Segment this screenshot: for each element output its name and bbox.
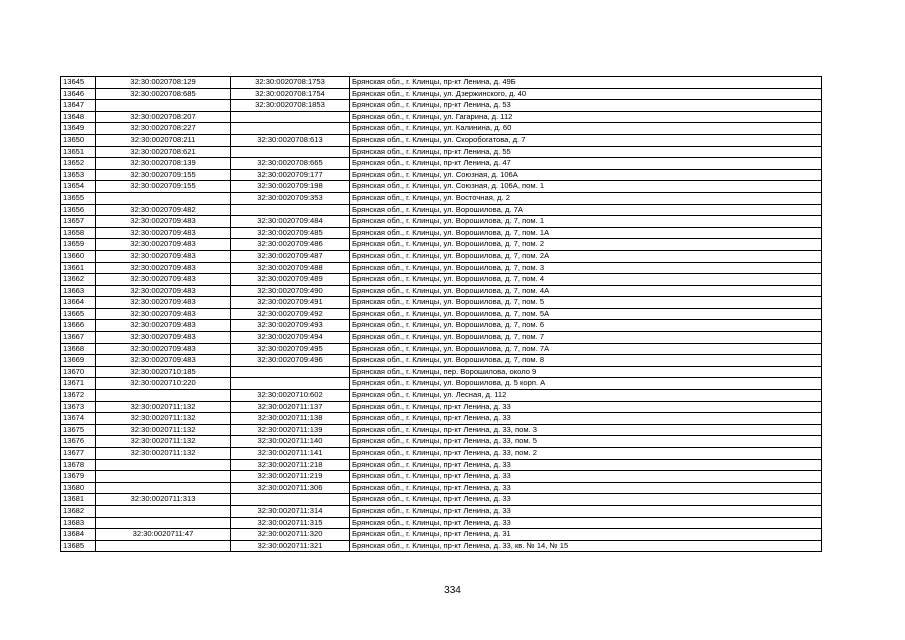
address-cell: Брянская обл., г. Клинцы, ул. Союзная, д. 106А [350, 169, 822, 181]
table-row [61, 436, 822, 448]
table-row [61, 540, 822, 552]
address-cell: Брянская обл., г. Клинцы, пр-кт Ленина, д. 47 [350, 158, 822, 170]
table-row [61, 158, 822, 170]
parcel-cadastral-number-cell: 32:30:0020709:483 [96, 216, 231, 228]
parcel-cadastral-number-cell: 32:30:0020710:185 [96, 366, 231, 378]
page-number: 334 [444, 585, 461, 596]
record-number-cell: 13653 [61, 169, 96, 181]
record-number-cell: 13647 [61, 100, 96, 112]
object-cadastral-number-cell: 32:30:0020711:321 [231, 540, 350, 552]
record-number-cell: 13685 [61, 540, 96, 552]
object-cadastral-number-cell: 32:30:0020710:602 [231, 390, 350, 402]
address-cell: Брянская обл., г. Клинцы, ул. Ворошилова, д. 7, пом. 5А [350, 308, 822, 320]
address-cell: Брянская обл., г. Клинцы, пр-кт Ленина, д. 33 [350, 413, 822, 425]
parcel-cadastral-number-cell: 32:30:0020708:685 [96, 88, 231, 100]
record-number-cell: 13659 [61, 239, 96, 251]
object-cadastral-number-cell: 32:30:0020708:1853 [231, 100, 350, 112]
table-row [61, 216, 822, 228]
table-row [61, 123, 822, 135]
address-cell: Брянская обл., г. Клинцы, ул. Лесная, д. 112 [350, 390, 822, 402]
parcel-cadastral-number-cell: 32:30:0020708:227 [96, 123, 231, 135]
table-row [61, 250, 822, 262]
address-cell: Брянская обл., г. Клинцы, пр-кт Ленина, д. 33 [350, 494, 822, 506]
parcel-cadastral-number-cell: 32:30:0020708:129 [96, 77, 231, 89]
object-cadastral-number-cell: 32:30:0020709:489 [231, 274, 350, 286]
table-row [61, 100, 822, 112]
object-cadastral-number-cell: 32:30:0020709:484 [231, 216, 350, 228]
object-cadastral-number-cell: 32:30:0020711:219 [231, 471, 350, 483]
record-number-cell: 13684 [61, 529, 96, 541]
address-cell: Брянская обл., г. Клинцы, ул. Ворошилова, д. 5 корп. А [350, 378, 822, 390]
address-cell: Брянская обл., г. Клинцы, пр-кт Ленина, д. 33 [350, 471, 822, 483]
address-cell: Брянская обл., г. Клинцы, пр-кт Ленина, д. 33 [350, 401, 822, 413]
object-cadastral-number-cell: 32:30:0020709:492 [231, 308, 350, 320]
record-number-cell: 13682 [61, 505, 96, 517]
object-cadastral-number-cell: 32:30:0020711:139 [231, 424, 350, 436]
address-cell: Брянская обл., г. Клинцы, пр-кт Ленина, д. 53 [350, 100, 822, 112]
record-number-cell: 13667 [61, 332, 96, 344]
table-row [61, 471, 822, 483]
record-number-cell: 13669 [61, 355, 96, 367]
parcel-cadastral-number-cell: 32:30:0020708:621 [96, 146, 231, 158]
table-row [61, 274, 822, 286]
table-row [61, 88, 822, 100]
record-number-cell: 13664 [61, 297, 96, 309]
parcel-cadastral-number-cell: 32:30:0020708:139 [96, 158, 231, 170]
record-number-cell: 13651 [61, 146, 96, 158]
address-cell: Брянская обл., г. Клинцы, ул. Ворошилова, д. 7, пом. 4А [350, 285, 822, 297]
address-cell: Брянская обл., г. Клинцы, ул. Ворошилова, д. 7, пом. 1А [350, 227, 822, 239]
record-number-cell: 13672 [61, 390, 96, 402]
object-cadastral-number-cell: 32:30:0020709:486 [231, 239, 350, 251]
table-row [61, 401, 822, 413]
parcel-cadastral-number-cell: 32:30:0020709:155 [96, 169, 231, 181]
table-row [61, 192, 822, 204]
parcel-cadastral-number-cell: 32:30:0020709:483 [96, 308, 231, 320]
table-row [61, 517, 822, 529]
record-number-cell: 13645 [61, 77, 96, 89]
address-cell: Брянская обл., г. Клинцы, ул. Калинина, д. 60 [350, 123, 822, 135]
object-cadastral-number-cell: 32:30:0020709:494 [231, 332, 350, 344]
table-row [61, 332, 822, 344]
table-row [61, 146, 822, 158]
table-row [61, 343, 822, 355]
address-cell: Брянская обл., г. Клинцы, ул. Ворошилова, д. 7, пом. 5 [350, 297, 822, 309]
record-number-cell: 13678 [61, 459, 96, 471]
record-number-cell: 13673 [61, 401, 96, 413]
object-cadastral-number-cell: 32:30:0020709:177 [231, 169, 350, 181]
address-cell: Брянская обл., г. Клинцы, ул. Ворошилова, д. 7, пом. 2 [350, 239, 822, 251]
address-cell: Брянская обл., г. Клинцы, пр-кт Ленина, д. 33, кв. № 14, № 15 [350, 540, 822, 552]
parcel-cadastral-number-cell: 32:30:0020711:132 [96, 413, 231, 425]
address-cell: Брянская обл., г. Клинцы, пр-кт Ленина, д. 33 [350, 482, 822, 494]
address-cell: Брянская обл., г. Клинцы, пр-кт Ленина, д. 49Б [350, 77, 822, 89]
record-number-cell: 13680 [61, 482, 96, 494]
address-cell: Брянская обл., г. Клинцы, ул. Гагарина, д. 112 [350, 111, 822, 123]
record-number-cell: 13663 [61, 285, 96, 297]
table-row [61, 366, 822, 378]
table-row [61, 390, 822, 402]
parcel-cadastral-number-cell: 32:30:0020711:47 [96, 529, 231, 541]
parcel-cadastral-number-cell [96, 100, 231, 112]
parcel-cadastral-number-cell: 32:30:0020709:483 [96, 239, 231, 251]
parcel-cadastral-number-cell: 32:30:0020711:132 [96, 401, 231, 413]
record-number-cell: 13677 [61, 448, 96, 460]
address-cell: Брянская обл., г. Клинцы, ул. Ворошилова, д. 7, пом. 1 [350, 216, 822, 228]
object-cadastral-number-cell: 32:30:0020709:495 [231, 343, 350, 355]
parcel-cadastral-number-cell [96, 505, 231, 517]
record-number-cell: 13658 [61, 227, 96, 239]
parcel-cadastral-number-cell [96, 192, 231, 204]
table-row [61, 494, 822, 506]
address-cell: Брянская обл., г. Клинцы, пр-кт Ленина, д. 33, пом. 3 [350, 424, 822, 436]
object-cadastral-number-cell: 32:30:0020711:320 [231, 529, 350, 541]
object-cadastral-number-cell: 32:30:0020709:198 [231, 181, 350, 193]
object-cadastral-number-cell: 32:30:0020708:665 [231, 158, 350, 170]
object-cadastral-number-cell: 32:30:0020711:306 [231, 482, 350, 494]
object-cadastral-number-cell: 32:30:0020711:138 [231, 413, 350, 425]
parcel-cadastral-number-cell: 32:30:0020709:483 [96, 227, 231, 239]
address-cell: Брянская обл., г. Клинцы, пр-кт Ленина, д. 55 [350, 146, 822, 158]
address-cell: Брянская обл., г. Клинцы, ул. Ворошилова, д. 7, пом. 6 [350, 320, 822, 332]
object-cadastral-number-cell: 32:30:0020711:140 [231, 436, 350, 448]
address-cell: Брянская обл., г. Клинцы, ул. Ворошилова, д. 7, пом. 3 [350, 262, 822, 274]
object-cadastral-number-cell: 32:30:0020711:314 [231, 505, 350, 517]
parcel-cadastral-number-cell: 32:30:0020709:483 [96, 297, 231, 309]
object-cadastral-number-cell [231, 494, 350, 506]
parcel-cadastral-number-cell [96, 540, 231, 552]
record-number-cell: 13668 [61, 343, 96, 355]
object-cadastral-number-cell: 32:30:0020709:490 [231, 285, 350, 297]
table-row [61, 448, 822, 460]
table-row [61, 424, 822, 436]
object-cadastral-number-cell: 32:30:0020709:496 [231, 355, 350, 367]
record-number-cell: 13662 [61, 274, 96, 286]
address-cell: Брянская обл., г. Клинцы, ул. Ворошилова, д. 7, пом. 2А [350, 250, 822, 262]
table-row [61, 239, 822, 251]
object-cadastral-number-cell [231, 204, 350, 216]
address-cell: Брянская обл., г. Клинцы, пр-кт Ленина, д. 33 [350, 517, 822, 529]
table-row [61, 413, 822, 425]
table-row [61, 285, 822, 297]
parcel-cadastral-number-cell [96, 390, 231, 402]
record-number-cell: 13646 [61, 88, 96, 100]
record-number-cell: 13661 [61, 262, 96, 274]
record-number-cell: 13665 [61, 308, 96, 320]
object-cadastral-number-cell: 32:30:0020709:353 [231, 192, 350, 204]
record-number-cell: 13666 [61, 320, 96, 332]
object-cadastral-number-cell: 32:30:0020711:315 [231, 517, 350, 529]
record-number-cell: 13652 [61, 158, 96, 170]
parcel-cadastral-number-cell [96, 517, 231, 529]
table-row [61, 227, 822, 239]
table-row [61, 297, 822, 309]
record-number-cell: 13674 [61, 413, 96, 425]
table-row [61, 77, 822, 89]
address-cell: Брянская обл., г. Клинцы, ул. Дзержинского, д. 40 [350, 88, 822, 100]
address-cell: Брянская обл., г. Клинцы, пр-кт Ленина, д. 31 [350, 529, 822, 541]
parcel-cadastral-number-cell: 32:30:0020709:155 [96, 181, 231, 193]
parcel-cadastral-number-cell: 32:30:0020709:483 [96, 332, 231, 344]
object-cadastral-number-cell: 32:30:0020709:485 [231, 227, 350, 239]
object-cadastral-number-cell: 32:30:0020708:1754 [231, 88, 350, 100]
object-cadastral-number-cell: 32:30:0020711:141 [231, 448, 350, 460]
property-registry-table [60, 76, 822, 552]
parcel-cadastral-number-cell: 32:30:0020709:483 [96, 320, 231, 332]
table-row [61, 111, 822, 123]
record-number-cell: 13657 [61, 216, 96, 228]
table-row [61, 308, 822, 320]
parcel-cadastral-number-cell: 32:30:0020711:132 [96, 436, 231, 448]
record-number-cell: 13683 [61, 517, 96, 529]
parcel-cadastral-number-cell: 32:30:0020711:313 [96, 494, 231, 506]
address-cell: Брянская обл., г. Клинцы, ул. Ворошилова, д. 7А [350, 204, 822, 216]
object-cadastral-number-cell: 32:30:0020709:488 [231, 262, 350, 274]
record-number-cell: 13650 [61, 134, 96, 146]
record-number-cell: 13679 [61, 471, 96, 483]
parcel-cadastral-number-cell: 32:30:0020708:207 [96, 111, 231, 123]
parcel-cadastral-number-cell: 32:30:0020710:220 [96, 378, 231, 390]
table-row [61, 505, 822, 517]
object-cadastral-number-cell: 32:30:0020709:491 [231, 297, 350, 309]
parcel-cadastral-number-cell: 32:30:0020709:483 [96, 355, 231, 367]
address-cell: Брянская обл., г. Клинцы, ул. Ворошилова, д. 7, пом. 4 [350, 274, 822, 286]
table-row [61, 204, 822, 216]
parcel-cadastral-number-cell: 32:30:0020709:483 [96, 343, 231, 355]
object-cadastral-number-cell: 32:30:0020711:218 [231, 459, 350, 471]
parcel-cadastral-number-cell: 32:30:0020711:132 [96, 424, 231, 436]
address-cell: Брянская обл., г. Клинцы, пер. Ворошилова, около 9 [350, 366, 822, 378]
record-number-cell: 13676 [61, 436, 96, 448]
record-number-cell: 13654 [61, 181, 96, 193]
record-number-cell: 13670 [61, 366, 96, 378]
address-cell: Брянская обл., г. Клинцы, ул. Восточная, д. 2 [350, 192, 822, 204]
record-number-cell: 13648 [61, 111, 96, 123]
object-cadastral-number-cell [231, 111, 350, 123]
object-cadastral-number-cell: 32:30:0020708:613 [231, 134, 350, 146]
parcel-cadastral-number-cell: 32:30:0020708:211 [96, 134, 231, 146]
address-cell: Брянская обл., г. Клинцы, пр-кт Ленина, д. 33, пом. 5 [350, 436, 822, 448]
parcel-cadastral-number-cell: 32:30:0020709:483 [96, 285, 231, 297]
record-number-cell: 13675 [61, 424, 96, 436]
parcel-cadastral-number-cell: 32:30:0020711:132 [96, 448, 231, 460]
record-number-cell: 13649 [61, 123, 96, 135]
table-row [61, 529, 822, 541]
object-cadastral-number-cell: 32:30:0020711:137 [231, 401, 350, 413]
parcel-cadastral-number-cell: 32:30:0020709:483 [96, 262, 231, 274]
record-number-cell: 13681 [61, 494, 96, 506]
address-cell: Брянская обл., г. Клинцы, пр-кт Ленина, д. 33, пом. 2 [350, 448, 822, 460]
address-cell: Брянская обл., г. Клинцы, ул. Ворошилова, д. 7, пом. 7А [350, 343, 822, 355]
table-row [61, 482, 822, 494]
record-number-cell: 13660 [61, 250, 96, 262]
table-row [61, 320, 822, 332]
parcel-cadastral-number-cell [96, 459, 231, 471]
address-cell: Брянская обл., г. Клинцы, пр-кт Ленина, д. 33 [350, 505, 822, 517]
object-cadastral-number-cell [231, 366, 350, 378]
table-row [61, 134, 822, 146]
record-number-cell: 13671 [61, 378, 96, 390]
parcel-cadastral-number-cell [96, 471, 231, 483]
address-cell: Брянская обл., г. Клинцы, ул. Ворошилова, д. 7, пом. 8 [350, 355, 822, 367]
object-cadastral-number-cell [231, 378, 350, 390]
object-cadastral-number-cell: 32:30:0020709:487 [231, 250, 350, 262]
address-cell: Брянская обл., г. Клинцы, пр-кт Ленина, д. 33 [350, 459, 822, 471]
object-cadastral-number-cell: 32:30:0020709:493 [231, 320, 350, 332]
parcel-cadastral-number-cell [96, 482, 231, 494]
parcel-cadastral-number-cell: 32:30:0020709:483 [96, 250, 231, 262]
record-number-cell: 13655 [61, 192, 96, 204]
table-row [61, 459, 822, 471]
table-row [61, 378, 822, 390]
parcel-cadastral-number-cell: 32:30:0020709:482 [96, 204, 231, 216]
record-number-cell: 13656 [61, 204, 96, 216]
table-row [61, 262, 822, 274]
address-cell: Брянская обл., г. Клинцы, ул. Ворошилова, д. 7, пом. 7 [350, 332, 822, 344]
table-row [61, 181, 822, 193]
object-cadastral-number-cell [231, 146, 350, 158]
object-cadastral-number-cell [231, 123, 350, 135]
address-cell: Брянская обл., г. Клинцы, ул. Скоробогатова, д. 7 [350, 134, 822, 146]
table-row [61, 169, 822, 181]
address-cell: Брянская обл., г. Клинцы, ул. Союзная, д. 106А, пом. 1 [350, 181, 822, 193]
parcel-cadastral-number-cell: 32:30:0020709:483 [96, 274, 231, 286]
table-body [61, 77, 822, 552]
object-cadastral-number-cell: 32:30:0020708:1753 [231, 77, 350, 89]
table-row [61, 355, 822, 367]
